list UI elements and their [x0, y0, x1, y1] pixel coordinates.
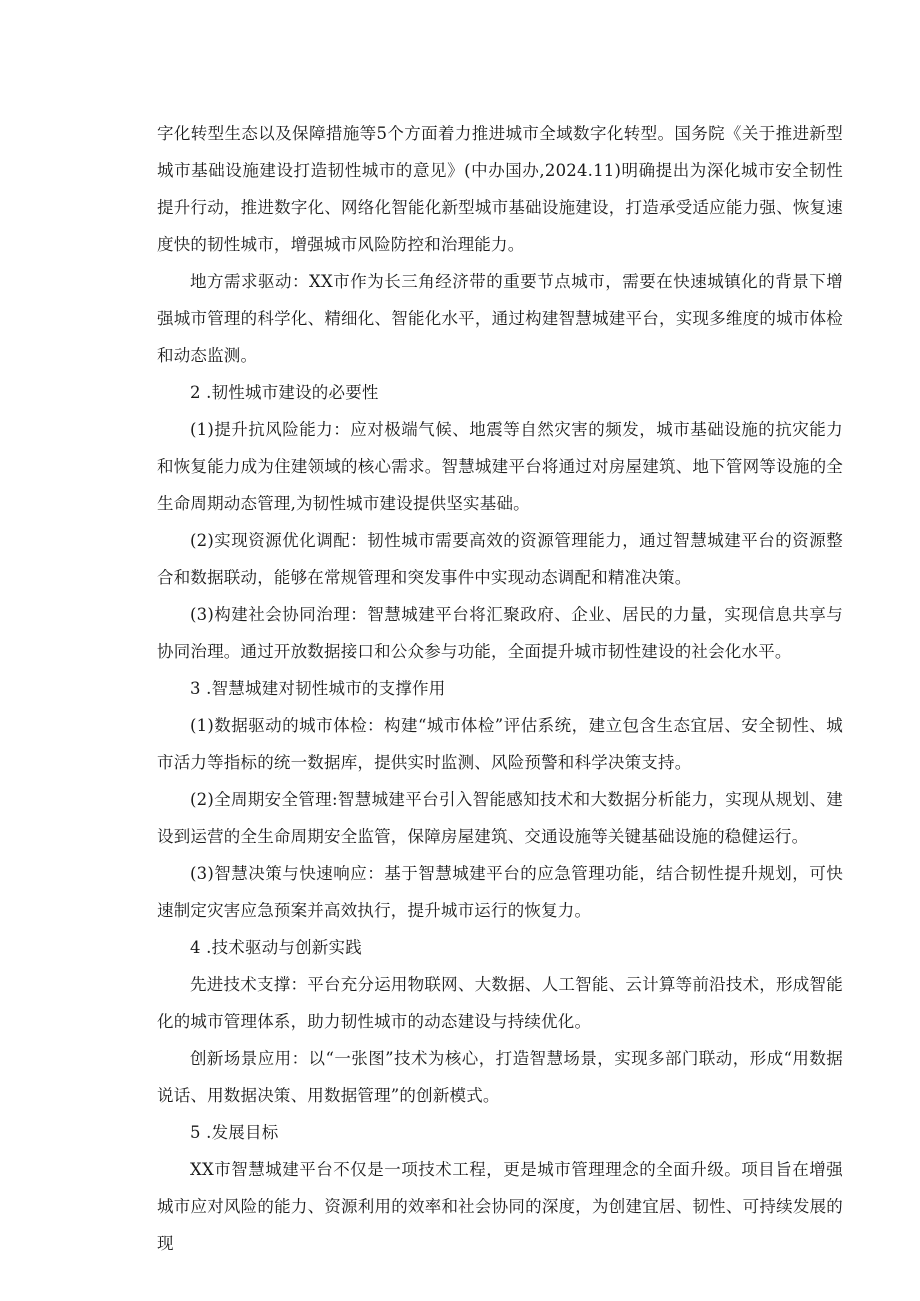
paragraph-social-governance: (3)构建社会协同治理：智慧城建平台将汇聚政府、企业、居民的力量，实现信息共享与协同治理。通过开放数据接口和公众参与功能，全面提升城市韧性建设的社会化水平。 — [157, 605, 843, 661]
paragraph-smart-decision: (3)智慧决策与快速响应：基于智慧城建平台的应急管理功能，结合韧性提升规划，可快速制定灾害应急预案并高效执行，提升城市运行的恢复力。 — [157, 864, 843, 920]
section-heading-goals: 5 .发展目标 — [190, 1123, 279, 1142]
paragraph-local-demand: 地方需求驱动：XX市作为长三角经济带的重要节点城市，需要在快速城镇化的背景下增强城市管理的科学化、精细化、智能化水平，通过构建智慧城建平台，实现多维度的城市体检和动态监测。 — [157, 272, 843, 365]
paragraph-innovation-scenarios: 创新场景应用：以“一张图”技术为核心，打造智慧场景，实现多部门联动，形成“用数据说话、用数据决策、用数据管理”的创新模式。 — [157, 1049, 843, 1105]
document-body — [157, 115, 843, 1262]
paragraph-risk-resistance: (1)提升抗风险能力：应对极端气候、地震等自然灾害的频发，城市基础设施的抗灾能力和恢复能力成为住建领域的核心需求。智慧城建平台将通过对房屋建筑、地下管网等设施的全生命周期动态管理,为韧性城市建设提供坚实基础。 — [157, 420, 843, 513]
paragraph-resource-allocation: (2)实现资源优化调配：韧性城市需要高效的资源管理能力，通过智慧城建平台的资源整合和数据联动，能够在常规管理和突发事件中实现动态调配和精准决策。 — [157, 531, 843, 587]
paragraph-safety-management: (2)全周期安全管理:智慧城建平台引入智能感知技术和大数据分析能力，实现从规划、建设到运营的全生命周期安全监管，保障房屋建筑、交通设施等关键基础设施的稳健运行。 — [157, 790, 843, 846]
paragraph-city-checkup: (1)数据驱动的城市体检：构建“城市体检”评估系统，建立包含生态宜居、安全韧性、城市活力等指标的统一数据库，提供实时监测、风险预警和科学决策支持。 — [157, 716, 843, 772]
paragraph-development-goals: XX市智慧城建平台不仅是一项技术工程，更是城市管理理念的全面升级。项目旨在增强城市应对风险的能力、资源利用的效率和社会协同的深度，为创建宜居、韧性、可持续发展的现 — [157, 1160, 843, 1253]
paragraph-tech-support: 先进技术支撑：平台充分运用物联网、大数据、人工智能、云计算等前沿技术，形成智能化的城市管理体系，助力韧性城市的动态建设与持续优化。 — [157, 975, 843, 1031]
section-heading-necessity: 2 .韧性城市建设的必要性 — [190, 383, 379, 402]
section-heading-support-role: 3 .智慧城建对韧性城市的支撑作用 — [190, 679, 446, 698]
section-heading-technology: 4 .技术驱动与创新实践 — [190, 938, 362, 957]
paragraph-digital-transformation: 字化转型生态以及保障措施等5个方面着力推进城市全域数字化转型。国务院《关于推进新型城市基础设施建设打造韧性城市的意见》(中办国办,2024.11)明确提出为深化城市安全韧性提升行动，推进数字化、网络化智能化新型城市基础设施建设，打造承受适应能力强、恢复速度快的韧性城市，增强城市风险防控和治理能力。 — [157, 124, 843, 254]
